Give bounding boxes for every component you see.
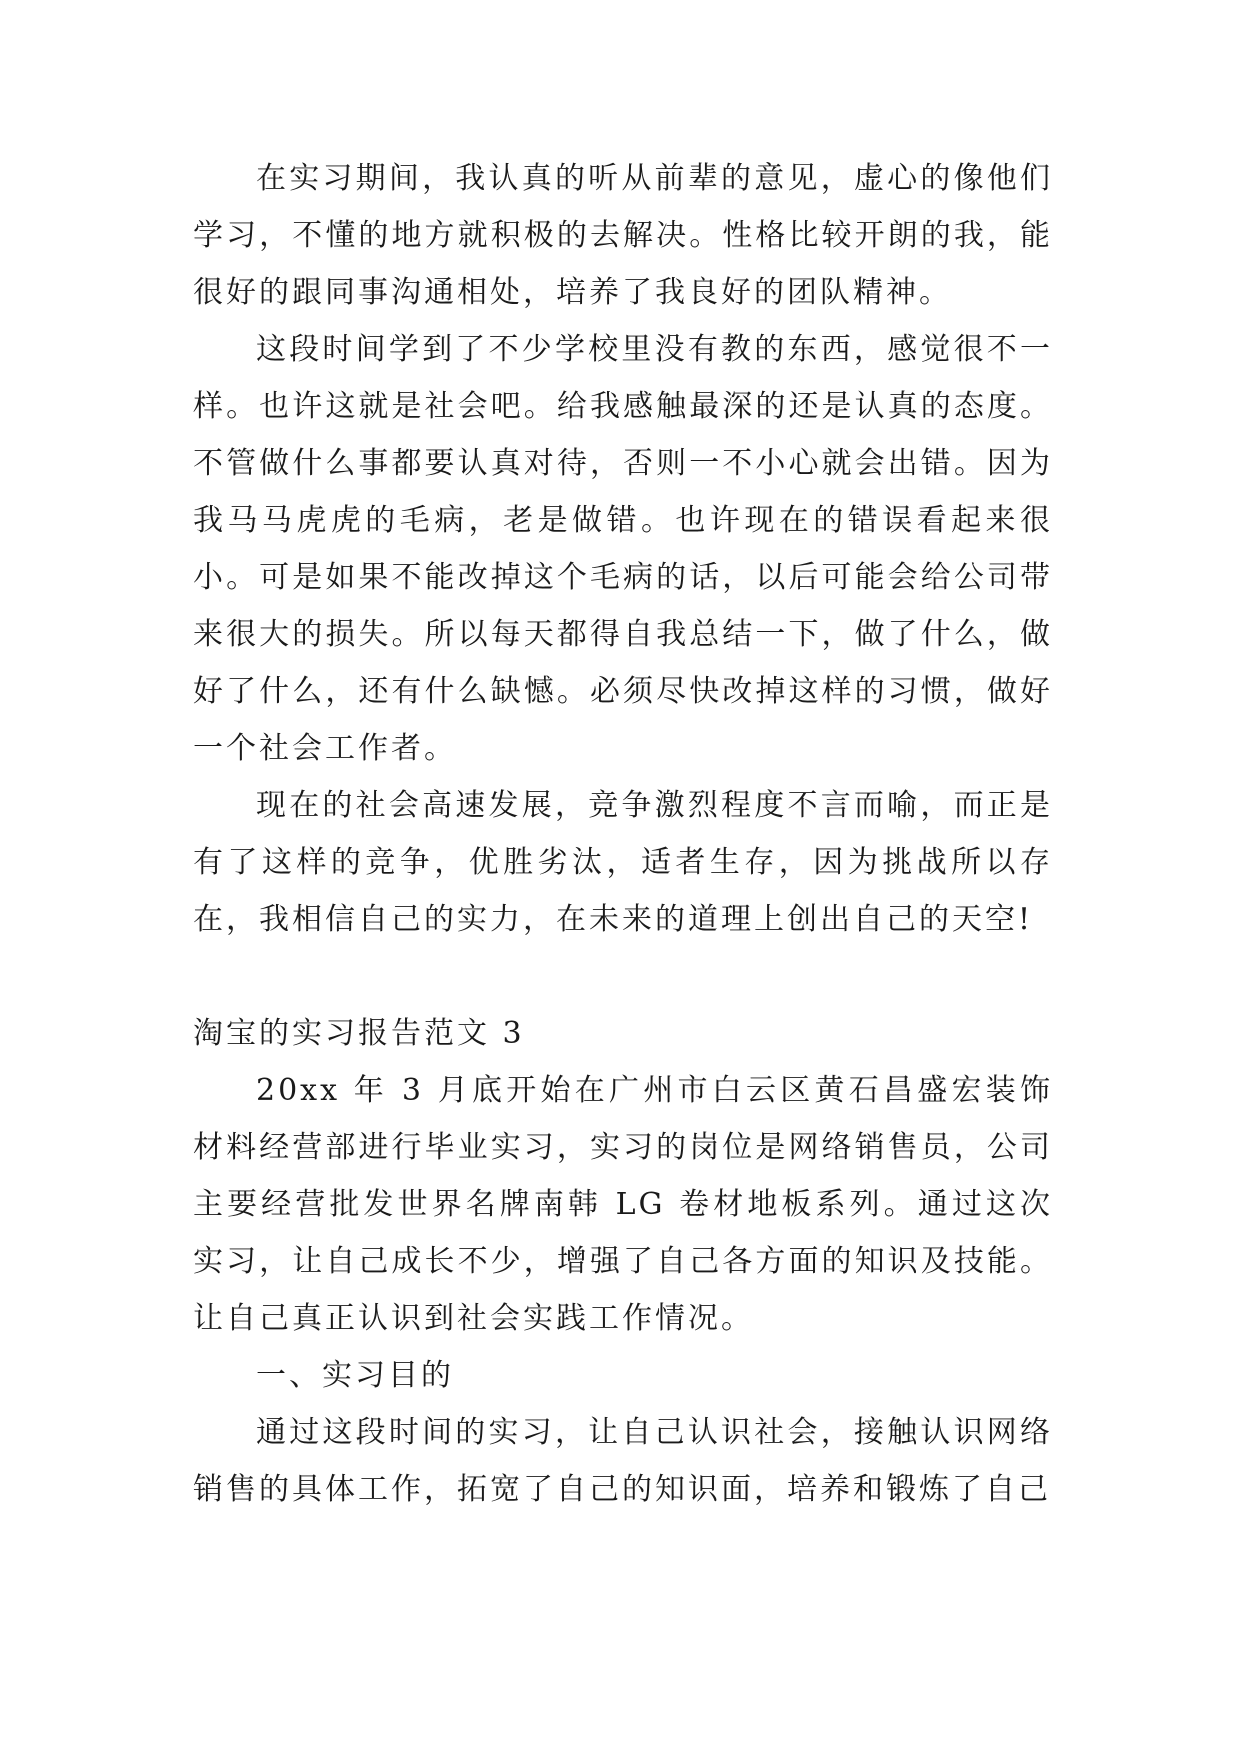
subsection-title-purpose: 一、实习目的 [256,1358,454,1393]
document-body [193,150,1053,1518]
section-title: 淘宝的实习报告范文 3 [193,1016,525,1051]
paragraph-internship-intro: 20xx 年 3 月底开始在广州市白云区黄石昌盛宏装饰材料经营部进行毕业实习，实习的岗位是网络销售员，公司主要经营批发世界名牌南韩 LG 卷材地板系列。通过这次实习，让自己成长不少，增强了自己各方面的知识及技能。让自己真正认识到社会实践工作情况。 [193,1073,1053,1336]
paragraph-competition: 现在的社会高速发展，竞争激烈程度不言而喻，而正是有了这样的竞争，优胜劣汰，适者生存，因为挑战所以存在，我相信自己的实力，在未来的道理上创出自己的天空! [193,788,1053,937]
paragraph-purpose: 通过这段时间的实习，让自己认识社会，接触认识网络销售的具体工作，拓宽了自己的知识面，培养和锻炼了自己 [193,1415,1053,1507]
paragraph-lessons-learned: 这段时间学到了不少学校里没有教的东西，感觉很不一样。也许这就是社会吧。给我感触最深的还是认真的态度。不管做什么事都要认真对待，否则一不小心就会出错。因为我马马虎虎的毛病，老是做错。也许现在的错误看起来很小。可是如果不能改掉这个毛病的话，以后可能会给公司带来很大的损失。所以每天都得自我总结一下，做了什么，做好了什么，还有什么缺憾。必须尽快改掉这样的习惯，做好一个社会工作者。 [193,332,1053,766]
paragraph-internship-attitude: 在实习期间，我认真的听从前辈的意见，虚心的像他们学习，不懂的地方就积极的去解决。性格比较开朗的我，能很好的跟同事沟通相处，培养了我良好的团队精神。 [193,161,1053,310]
